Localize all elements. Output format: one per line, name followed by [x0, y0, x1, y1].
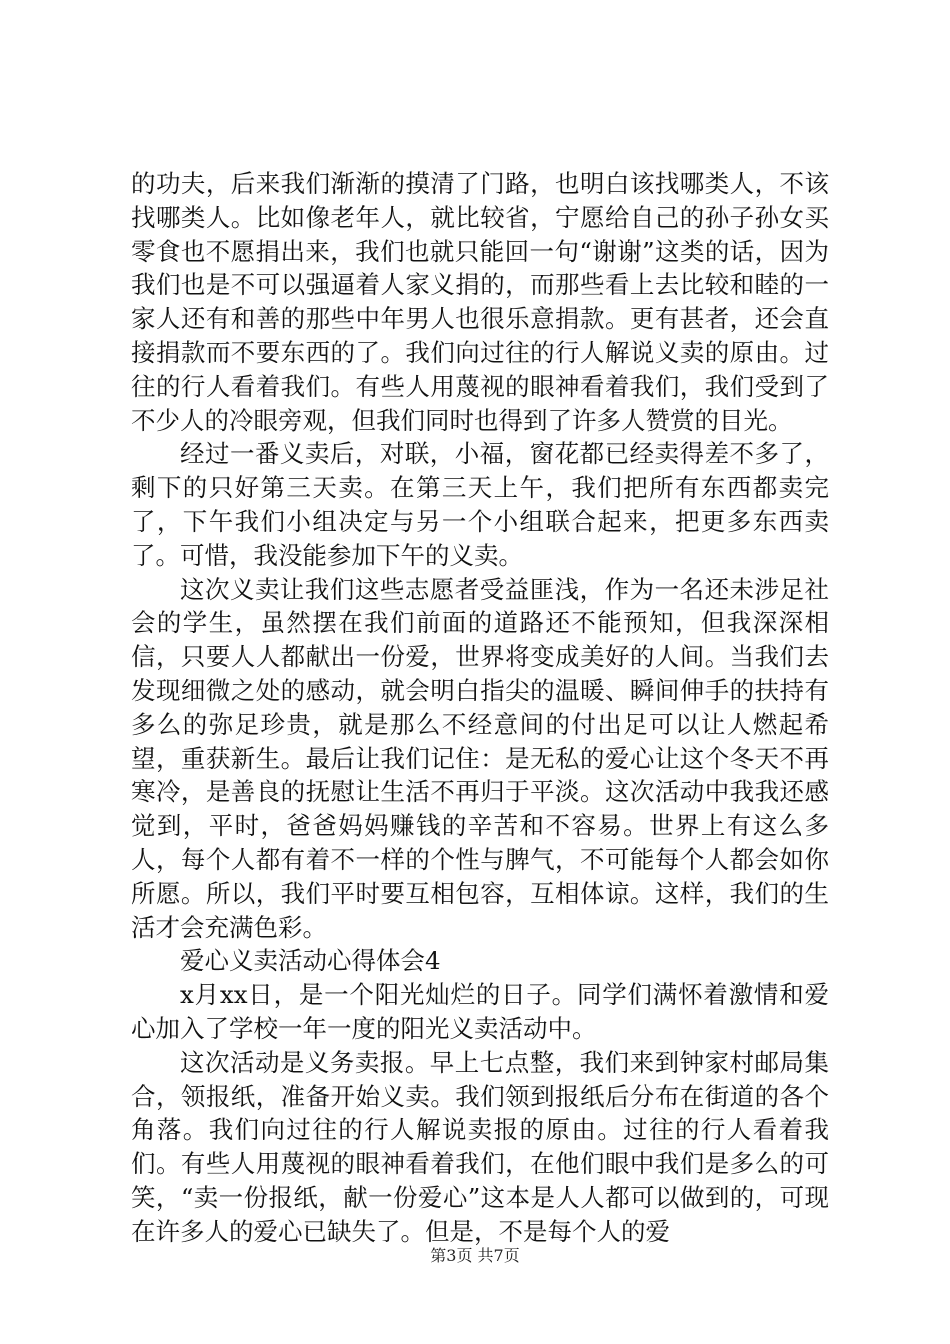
section-title: 爱心义卖活动心得体会4: [180, 946, 441, 976]
document-body: [131, 167, 829, 1249]
paragraph-section-intro: x月xx日，是一个阳光灿烂的日子。同学们满怀着激情和爱心加入了学校一年一度的阳光义卖活动中。: [131, 980, 829, 1043]
paragraph-reflection: 这次义卖让我们这些志愿者受益匪浅，作为一名还未涉足社会的学生，虽然摆在我们前面的道路还不能预知，但我深深相信，只要人人都献出一份爱，世界将变成美好的人间。当我们去发现细微之处的感动，就会明白指尖的温暖、瞬间伸手的扶持有多么的弥足珍贵，就是那么不经意间的付出足可以让人燃起希望，重获新生。最后让我们记住：是无私的爱心让这个冬天不再寒冷，是善良的抚慰让生活不再归于平淡。这次活动中我我还感觉到，平时，爸爸妈妈赚钱的辛苦和不容易。世界上有这么多人，每个人都有着不一样的个性与脾气，不可能每个人都会如你所愿。所以，我们平时要互相包容，互相体谅。这样，我们的生活才会充满色彩。: [131, 574, 829, 942]
paragraph-newspaper-sale: 这次活动是义务卖报。早上七点整，我们来到钟家村邮局集合，领报纸，准备开始义卖。我们领到报纸后分布在街道的各个角落。我们向过往的行人解说卖报的原由。过往的行人看着我们。有些人用蔑视的眼神看着我们，在他们眼中我们是多么的可笑，“卖一份报纸，献一份爱心”这本是人人都可以做到的，可现在许多人的爱心已缺失了。但是，不是每个人的爱: [131, 1047, 829, 1246]
page-footer: 第3页 共7页: [430, 1246, 520, 1265]
paragraph-sale-summary: 经过一番义卖后，对联，小福，窗花都已经卖得差不多了，剩下的只好第三天卖。在第三天上午，我们把所有东西都卖完了，下午我们小组决定与另一个小组联合起来，把更多东西卖了。可惜，我没能参加下午的义卖。: [131, 439, 829, 570]
paragraph-continuation: 的功夫，后来我们渐渐的摸清了门路，也明白该找哪类人，不该找哪类人。比如像老年人，就比较省，宁愿给自己的孙子孙女买零食也不愿捐出来，我们也就只能回一句“谢谢”这类的话，因为我们也是不可以强逼着人家义捐的，而那些看上去比较和睦的一家人还有和善的那些中年男人也很乐意捐款。更有甚者，还会直接捐款而不要东西的了。我们向过往的行人解说义卖的原由。过往的行人看着我们。有些人用蔑视的眼神看着我们，我们受到了不少人的冷眼旁观，但我们同时也得到了许多人赞赏的目光。: [131, 169, 829, 435]
